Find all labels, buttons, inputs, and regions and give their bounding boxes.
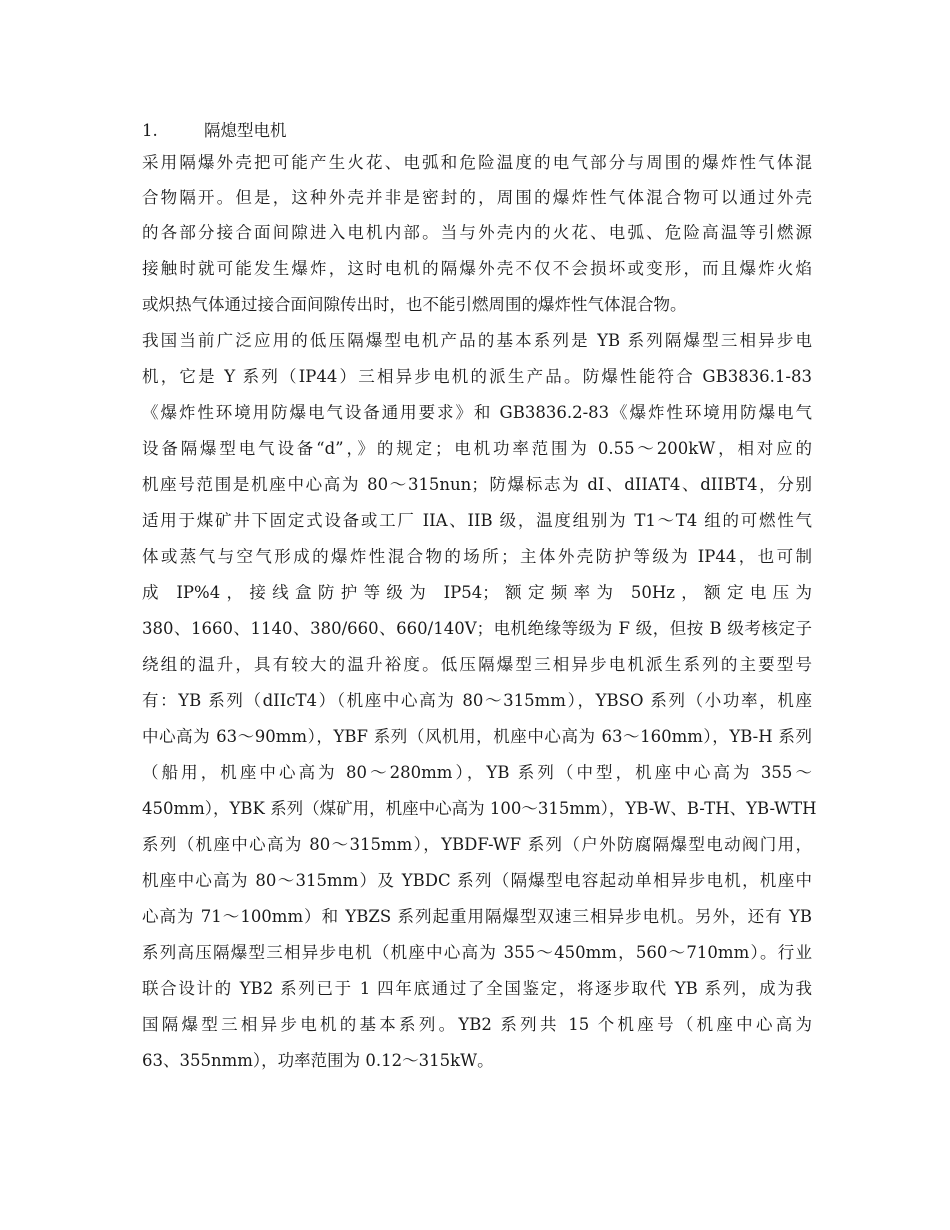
text-line: 设备隔爆型电气设备“d”，》的规定；电机功率范围为 0.55～200kW，相对应的 bbox=[142, 439, 812, 458]
text-line: （船用，机座中心高为 80～280mm），YB 系列（中型，机座中心高为 355～ bbox=[142, 763, 812, 782]
text-line: 或炽热气体通过接合面间隙传出时，也不能引燃周围的爆炸性气体混合物。 bbox=[142, 295, 687, 314]
text-line: 380、1660、1140、380/660、660/140V；电机绝缘等级为 F 级，但按 B 级考核定子 bbox=[142, 619, 812, 638]
text-line: 联合设计的 YB2 系列已于 1 四年底通过了全国鉴定，将逐步取代 YB 系列，成为我 bbox=[142, 979, 812, 998]
text-line: 机座中心高为 80～315mm）及 YBDC 系列（隔爆型电容起动单相异步电机，机座中 bbox=[142, 871, 812, 890]
text-line: 机座号范围是机座中心高为 80～315nun；防爆标志为 dI、dIIAT4、dIIBT4，分别 bbox=[142, 475, 812, 494]
text-line: 系列高压隔爆型三相异步电机（机座中心高为 355～450mm，560～710mm）。行业 bbox=[142, 943, 812, 962]
text-line: 系列（机座中心高为 80～315mm），YBDF-WF 系列（户外防腐隔爆型电动阀门用， bbox=[142, 835, 812, 854]
text-line: 我国当前广泛应用的低压隔爆型电机产品的基本系列是 YB 系列隔爆型三相异步电 bbox=[142, 331, 812, 350]
text-line: 国隔爆型三相异步电机的基本系列。YB2 系列共 15 个机座号（机座中心高为 bbox=[142, 1015, 812, 1034]
text-line: 有：YB 系列（dIIcT4）（机座中心高为 80～315mm），YBSO 系列（小功率，机座 bbox=[142, 691, 812, 710]
section-title: 隔熄型电机 bbox=[204, 121, 287, 140]
text-line: 接触时就可能发生爆炸，这时电机的隔爆外壳不仅不会损坏或变形，而且爆炸火焰 bbox=[142, 259, 812, 278]
text-line: 适用于煤矿井下固定式设备或工厂 IIA、IIB 级，温度组别为 T1～T4 组的可燃性气 bbox=[142, 511, 812, 530]
text-line: 的各部分接合面间隙进入电机内部。当与外壳内的火花、电弧、危险高温等引燃源 bbox=[142, 223, 812, 242]
text-line: 机，它是 Y 系列（IP44）三相异步电机的派生产品。防爆性能符合 GB3836.1-83 bbox=[142, 367, 812, 386]
text-line: 心高为 71～100mm）和 YBZS 系列起重用隔爆型双速三相异步电机。另外，还有 YB bbox=[142, 907, 812, 926]
section-heading bbox=[142, 120, 287, 142]
text-line: 《爆炸性环境用防爆电气设备通用要求》和 GB3836.2-83《爆炸性环境用防爆电气 bbox=[142, 403, 812, 422]
text-line: 450mm），YBK 系列（煤矿用，机座中心高为 100～315mm），YB-W、B-TH、YB-WTH bbox=[142, 799, 817, 818]
text-line: 绕组的温升，具有较大的温升裕度。低压隔爆型三相异步电机派生系列的主要型号 bbox=[142, 655, 812, 674]
text-line: 成 IP%4，接线盒防护等级为 IP54；额定频率为 50Hz，额定电压为 bbox=[142, 583, 812, 602]
text-line: 采用隔爆外壳把可能产生火花、电弧和危险温度的电气部分与周围的爆炸性气体混 bbox=[142, 153, 812, 172]
text-line: 63、355nmm），功率范围为 0.12～315kW。 bbox=[142, 1051, 494, 1070]
text-line: 中心高为 63～90mm），YBF 系列（风机用，机座中心高为 63～160mm），YB-H 系列 bbox=[142, 727, 812, 746]
text-line: 合物隔开。但是，这种外壳并非是密封的，周围的爆炸性气体混合物可以通过外壳 bbox=[142, 188, 812, 207]
text-line: 体或蒸气与空气形成的爆炸性混合物的场所；主体外壳防护等级为 IP44，也可制 bbox=[142, 547, 812, 566]
section-number: 1. bbox=[142, 121, 158, 140]
